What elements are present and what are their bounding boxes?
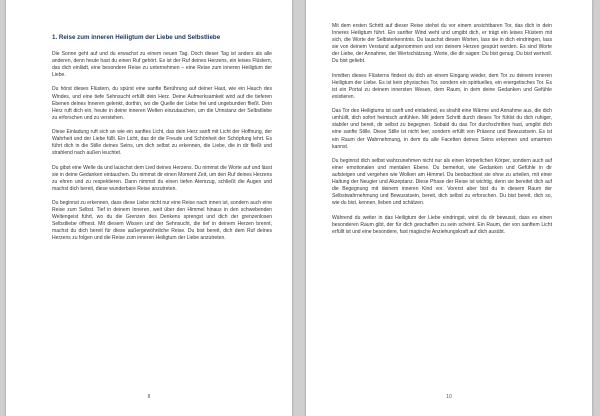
paragraph: Du hörst dieses Flüstern, du spürst eine sanfte Berührung auf deiner Haut, wie ein Hauch des Windes, und eine tiefe Sehnsucht erfüllt dein Herz. Deine Aufmerksamkeit wird auf die tieferen Ebenen deines Inneren gelenkt, dorthin, wo die Quelle der Liebe frei und ungebunden fließt. Dein Herz ruft dich ein, heute in deine inneren Welten einzutauchen, um die Urinstanz der Selbstliebe zu erforschen und zu verstehen. — [52, 86, 272, 121]
chapter-heading: 1. Reise zum inneren Heiligtum der Liebe und Selbstliebe — [52, 34, 221, 41]
right-page — [306, 0, 592, 416]
paragraph: Du beginnst zu erkennen, dass diese Liebe nicht nur eine Reise nach innen ist, sondern auch eine Reise zum Selbst. Tief in deinem Inneren, weit über den Himmel hinaus in den schwebenden Weltengeist führt, wo du die Grenzen des Denkens sprengst und dich der grenzenlosen Selbstliebe öffnest. Mit diesem Wissen und der Sehnsucht, die tief in deinem Herzen brennt, machst du dich bereit für diese außergewöhnliche Reise. Du bist bereit, dich dem Ruf deines Herzens zu folgen und die Reise zum inneren Heiligtum der Liebe anzutreten. — [52, 199, 272, 242]
page-number: 8 — [147, 394, 151, 400]
paragraph: Du beginnst dich selbst wahrzunehmen nicht nur als einen körperlichen Körper, sondern auch auf einer emotionalen und mentalen Ebene. Du bemerkst, wie Gedanken und Gefühle in dir aufsteigen und vergehen wie Wolken am Himmel. Du beobachtest sie ohne zu urteilen, mit einer Haltung der Neugier und Akzeptanz. Diese Phase der Reise ist wichtig, denn sie bereitet dich auf die Begegnung mit deinem inneren Kind vor. Vorerst aber bist du in diesem Raum der Selbstwahrnehmung und Bewusstsein, bereit, dich selbst zu erforschen. Du bist bereit, dich so, wie du bist, kennen, lieben und schätzen. — [332, 157, 552, 207]
paragraph: Diese Einladung ruft sich an wie ein sanftes Licht, das dein Herz sanft mit Licht der Hoffnung, der Wahrheit und der Liebe füllt. Ein Licht, das dir die Freude und Schönheit der Schöpfung lehrt. Es führt dich in die Stille deines Seins, um dich selbst zu erkennen, die Liebe, die in dir fließt und strahlend nach außen leuchtet. — [52, 129, 272, 157]
page-number: 10 — [446, 394, 452, 400]
paragraph: Während du weiter in das Heiligtum der Liebe eindringst, wirst du dir bewusst, dass es einen besonderen Raum gibt, der für dich geschaffen zu sein scheint. Ein Raum, der von sanftem Licht erfüllt ist und eine besondere, fast magische Anziehungskraft auf dich ausübt. — [332, 214, 552, 235]
paragraph: Inmitten dieses Flüsterns findest du dich an einem Eingang wieder, dem Tor zu deinem inneren Heiligtum der Liebe. Es ist kein physisches Tor, sondern ein spirituelles, ein energetisches Tor. Es ist ein Portal zu deinem innersten Wesen, dem Raum, in dem deine Gedanken und Gefühle existieren. — [332, 72, 552, 100]
paragraph: Mit dem ersten Schritt auf dieser Reise stehst du vor einem unsichtbaren Tor, das dich in dein Inneres Heiligtum führt. Ein sanfter Wind weht und umgibt dich, er trägt ein leises Flüstern mit sich, die Worte der Selbsterkenntnis. Du lauschst diesen Worten, lass sie in dich eindringen, lass sie von deinem Verstand aufgenommen und von deinem Herzen gespürt werden. Es sind Worte der Liebe, der Annahme, der Wertschätzung. Worte, die dir sagen: Du bist genug. Du bist wertvoll. Du bist geliebt. — [332, 23, 552, 65]
paragraph: Die Sonne geht auf und du erwachst zu einem neuen Tag. Doch dieser Tag ist anders als alle anderen, denn heute hast du einen Ruf gehört. Es ist der Ruf deines Herzens, ein leises Flüstern, das dich einlädt, eine besondere Reise zu unternehmen – eine Reise zum inneren Heiligtum der Liebe. — [52, 51, 272, 79]
left-page — [6, 0, 292, 416]
paragraph: Das Tor des Heiligtums ist sanft und einladend, es strahlt eine Wärme und Annahme aus, die dich umhüllt, dich sofort heimisch anfühlen. Mit jedem Schritt durch dieses Tor fühlst du dich ruhiger, stabiler und bereit, dir selbst zu begegnen. Sobald du das Tor durchschritten hast, umgibt dich eine sanfte Stille. Diese Stille ist nicht leer, sondern erfüllt von Präsenz und Bewusstsein. Es ist ein Raum der Wahrnehmung, in dem du alle Facetten deines Seins erkennen und umarmen kannst. — [332, 108, 552, 150]
paragraph: Du gibst eine Welle da und lauschst dem Lied deines Herzens. Du nimmst die Worte auf und lässt sie in deine Gedanken eintauchen. Du nimmst dir einen Moment Zeit, um den Ruf deines Herzens zu ehren und zu respektieren. Dann nimmst du einen tiefen Atemzug, schließt die Augen und machst dich bereit, diese wunderbare Reise anzutreten. — [52, 164, 272, 192]
